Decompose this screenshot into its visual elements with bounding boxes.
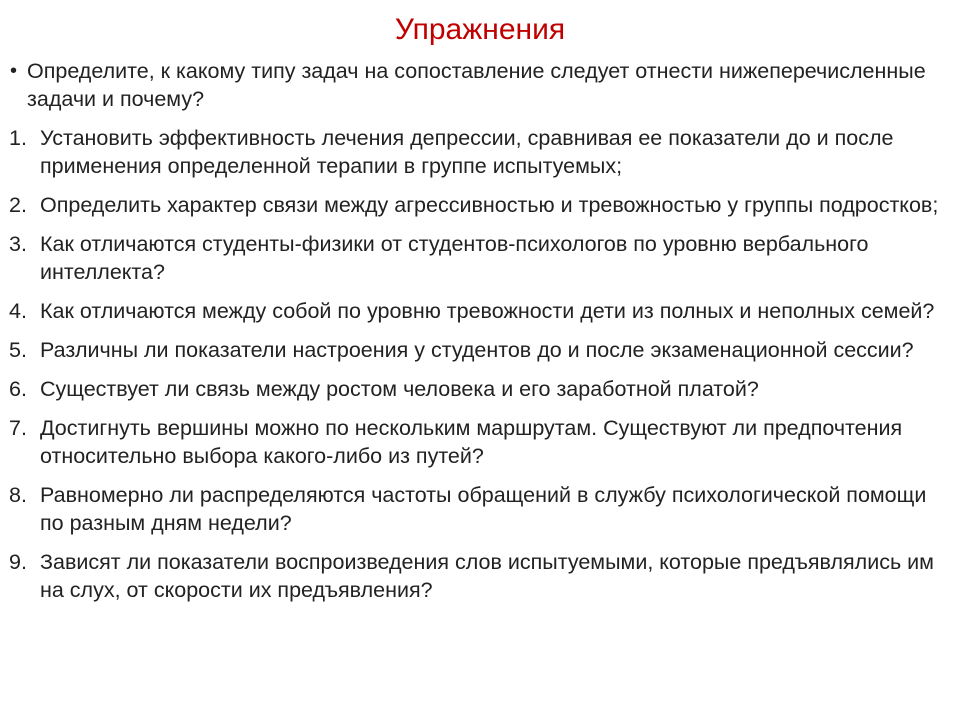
item-text: Установить эффективность лечения депрессии, сравнивая ее показатели до и после применения определенной терапии в группе испытуемых; — [40, 126, 894, 178]
item-number: 6. — [9, 377, 27, 401]
intro-item — [0, 57, 960, 113]
item-text: Равномерно ли распределяются частоты обращений в службу психологической помощи по разным дням недели? — [40, 483, 927, 535]
slide-title: Упражнения — [394, 13, 566, 46]
list-item — [0, 124, 960, 180]
list-item — [0, 297, 960, 325]
item-text: Различны ли показатели настроения у студентов до и после экзаменационной сессии? — [40, 338, 914, 362]
list-item — [0, 191, 960, 219]
list-item — [0, 375, 960, 403]
intro-text: Определите, к какому типу задач на сопоставление следует отнести нижеперечисленные задачи и почему? — [27, 59, 926, 111]
list-item — [0, 230, 960, 286]
bullet-marker: • — [10, 60, 18, 82]
item-text: Достигнуть вершины можно по нескольким маршрутам. Существуют ли предпочтения относительно выбора какого-либо из путей? — [40, 416, 903, 468]
item-text: Как отличаются студенты-физики от студентов-психологов по уровню вербального интеллекта? — [40, 232, 869, 284]
list-item — [0, 336, 960, 364]
item-number: 4. — [9, 299, 27, 323]
item-number: 3. — [9, 232, 27, 256]
item-text: Зависят ли показатели воспроизведения слов испытуемыми, которые предъявлялись им на слух, от скорости их предъявления? — [40, 550, 934, 602]
exercise-list — [0, 57, 960, 615]
item-number: 5. — [9, 338, 27, 362]
item-text: Как отличаются между собой по уровню тревожности дети из полных и неполных семей? — [40, 299, 935, 323]
item-number: 2. — [9, 193, 27, 217]
list-item — [0, 548, 960, 604]
item-text: Существует ли связь между ростом человека и его заработной платой? — [40, 377, 759, 401]
list-item — [0, 481, 960, 537]
list-item — [0, 414, 960, 470]
item-number: 9. — [9, 550, 27, 574]
item-text: Определить характер связи между агрессивностью и тревожностью у группы подростков; — [40, 193, 939, 217]
item-number: 7. — [9, 416, 27, 440]
item-number: 8. — [9, 483, 27, 507]
item-number: 1. — [9, 126, 27, 150]
